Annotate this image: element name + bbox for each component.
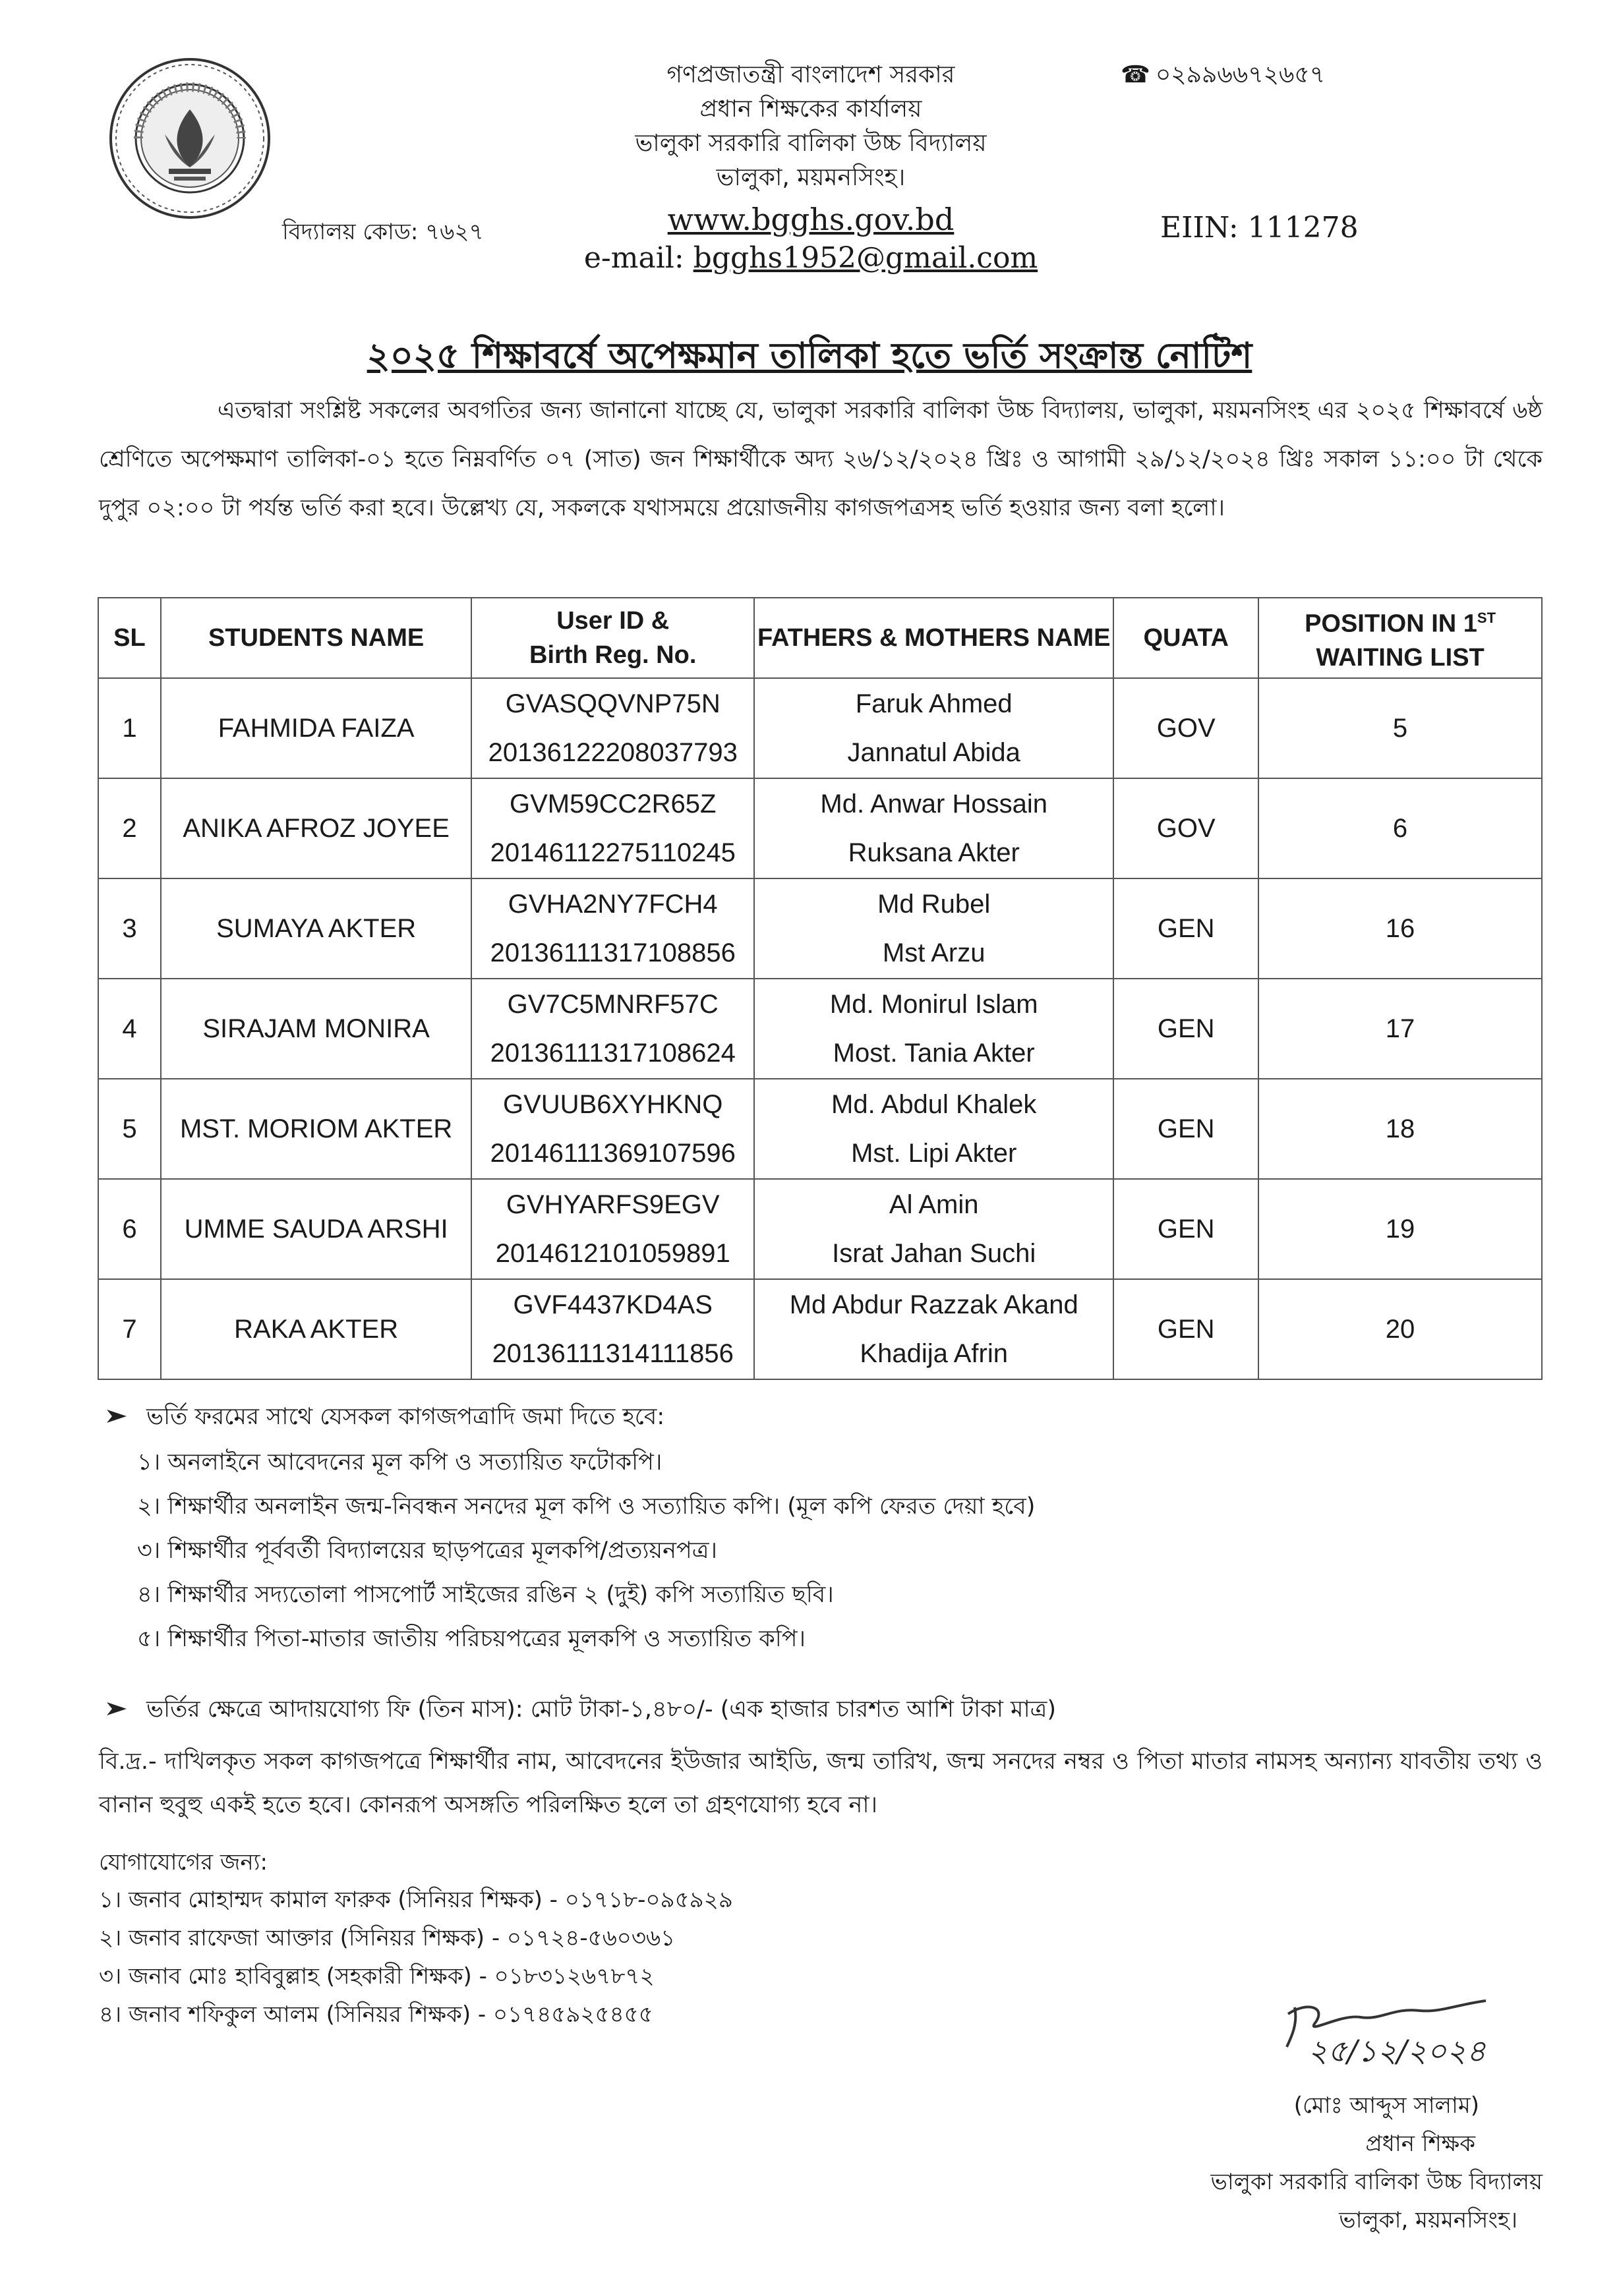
cell-parents-line2: Israt Jahan Suchi (832, 1239, 1036, 1268)
cell-parents-line2: Mst. Lipi Akter (851, 1139, 1017, 1168)
phone-number (1121, 58, 1325, 92)
table-row (98, 979, 1542, 1079)
phone-value: ০২৯৯৬৬৭২৬৫৭ (1155, 61, 1326, 88)
cell-user-id-line2: 20136122208037793 (488, 738, 738, 767)
header-user-id-line1: User ID & (556, 607, 670, 635)
cell-parents-line1: Md. Anwar Hossain (820, 789, 1047, 818)
cell-parents (754, 778, 1113, 878)
list-item: ৩। শিক্ষার্থীর পূর্ববর্তী বিদ্যালয়ের ছাড়পত্রের মূলকপি/প্রত্যয়নপত্র। (137, 1537, 717, 1564)
table-row (98, 678, 1542, 778)
cell-student-name: RAKA AKTER (161, 1279, 471, 1379)
cell-sl: 7 (98, 1279, 161, 1379)
special-note: বি.দ্র.- দাখিলকৃত সকল কাগজপত্রে শিক্ষার্থীর নাম, আবেদনের ইউজার আইডি, জন্ম তারিখ, জন্ম সনদের নম্বর ও পিতা মাতার নামসহ অন্যান্য যাবতীয় তথ্য ও বানান হুবুহু একই হতে হবে। কোনরূপ অসঙ্গতি পরিলক্ষিত হলে তা গ্রহণযোগ্য হবে না। (99, 1748, 1543, 1818)
cell-quata: GEN (1113, 1079, 1258, 1179)
arrow-bullet-icon (105, 1404, 132, 1430)
cell-parents-line1: Md Abdur Razzak Akand (789, 1290, 1078, 1319)
list-item: ৩। জনাব মোঃ হাবিবুল্লাহ (সহকারী শিক্ষক) - ০১৮৩১২৬৭৮৭২ (99, 1963, 655, 1990)
cell-student-name: MST. MORIOM AKTER (161, 1079, 471, 1179)
header-location: ভালুকা, ময়মনসিংহ। (716, 164, 906, 191)
cell-user-id (471, 778, 754, 878)
header-position-line1 (1260, 601, 1541, 641)
website-link[interactable]: www.bgghs.gov.bd (667, 202, 955, 237)
cell-user-id-line2: 20136111314111856 (492, 1339, 734, 1368)
email-label: e-mail: (583, 241, 693, 275)
header-sl: SL (98, 598, 161, 678)
cell-user-id-line2: 20146112275110245 (490, 838, 736, 867)
table-row (98, 778, 1542, 878)
cell-parents-line2: Khadija Afrin (860, 1339, 1008, 1368)
cell-user-id-line1: GVF4437KD4AS (513, 1290, 713, 1319)
cell-parents-line1: Md. Abdul Khalek (831, 1090, 1037, 1119)
cell-user-id-line2: 20146121010598​91 (495, 1239, 730, 1268)
documents-list (137, 1441, 1035, 1661)
cell-sl: 5 (98, 1079, 161, 1179)
cell-parents (754, 878, 1113, 979)
signature-date: ২৫/১২/২০২৪ (1308, 2033, 1487, 2069)
cell-parents (754, 1179, 1113, 1279)
cell-user-id-line2: 20136111317108856 (490, 938, 736, 967)
cell-sl: 2 (98, 778, 161, 878)
cell-user-id-line2: 20136111317108624 (490, 1039, 736, 1068)
email-line (461, 240, 1160, 277)
cell-user-id-line1: GVHA2NY7FCH4 (508, 890, 718, 919)
cell-user-id (471, 878, 754, 979)
header-position-text: POSITION IN 1 (1305, 610, 1477, 638)
cell-position: 16 (1258, 878, 1542, 979)
cell-user-id-line2: 20146111369107596 (490, 1139, 736, 1168)
cell-position: 19 (1258, 1179, 1542, 1279)
cell-parents-line2: Most. Tania Akter (833, 1039, 1035, 1068)
signatory-location: ভালুকা, ময়মনসিংহ। (1339, 2207, 1517, 2233)
documents-heading-text: ভর্তি ফরমের সাথে যেসকল কাগজপত্রাদি জমা দিতে হবে: (146, 1404, 665, 1430)
table-row (98, 878, 1542, 979)
cell-parents-line1: Al Amin (889, 1190, 979, 1219)
header-parents: FATHERS & MOTHERS NAME (754, 598, 1113, 678)
cell-user-id (471, 1279, 754, 1379)
school-seal-icon (108, 57, 272, 220)
signatory-name: (মোঃ আব্দুস সালাম) (1293, 2092, 1479, 2119)
header-position (1258, 598, 1542, 678)
cell-parents (754, 1279, 1113, 1379)
header-position-sup: ST (1477, 609, 1496, 626)
list-item: ৫। শিক্ষার্থীর পিতা-মাতার জাতীয় পরিচয়পত্রের মূলকপি ও সত্যায়িত কপি। (137, 1626, 806, 1652)
documents-heading (105, 1398, 664, 1437)
cell-position: 5 (1258, 678, 1542, 778)
cell-user-id (471, 678, 754, 778)
cell-user-id-line1: GVM59CC2R65Z (510, 789, 717, 818)
cell-student-name: UMME SAUDA ARSHI (161, 1179, 471, 1279)
table-row (98, 1079, 1542, 1179)
fee-line (105, 1691, 1056, 1730)
cell-quata: GEN (1113, 878, 1258, 979)
cell-parents-line1: Faruk Ahmed (855, 689, 1013, 718)
handwritten-signature (1268, 1988, 1506, 2073)
cell-student-name: FAHMIDA FAIZA (161, 678, 471, 778)
header-quata: QUATA (1113, 598, 1258, 678)
header-government: গণপ্রজাতন্ত্রী বাংলাদেশ সরকার (666, 61, 955, 88)
cell-student-name: ANIKA AFROZ JOYEE (161, 778, 471, 878)
cell-parents-line2: Jannatul Abida (847, 738, 1020, 767)
header-user-id-line2: Birth Reg. No. (529, 641, 697, 669)
list-item: ২। শিক্ষার্থীর অনলাইন জন্ম-নিবন্ধন সনদের মূল কপি ও সত্যায়িত কপি। (মূল কপি ফেরত দেয়া হবে) (137, 1493, 1036, 1520)
cell-user-id-line1: GV7C5MNRF57C (507, 990, 719, 1019)
cell-sl: 6 (98, 1179, 161, 1279)
cell-parents (754, 979, 1113, 1079)
cell-quata: GOV (1113, 778, 1258, 878)
table-row (98, 1179, 1542, 1279)
cell-sl: 1 (98, 678, 161, 778)
cell-user-id (471, 979, 754, 1079)
cell-quata: GOV (1113, 678, 1258, 778)
cell-quata: GEN (1113, 1179, 1258, 1279)
phone-icon: ☎ (1121, 61, 1150, 88)
cell-position: 6 (1258, 778, 1542, 878)
header-office: প্রধান শিক্ষকের কার্যালয় (699, 96, 922, 123)
signatory-designation: প্রধান শিক্ষক (1365, 2131, 1475, 2157)
arrow-bullet-icon (105, 1696, 132, 1723)
cell-sl: 4 (98, 979, 161, 1079)
contact-heading: যোগাযোগের জন্য: (99, 1849, 268, 1876)
list-item: ২। জনাব রাফেজা আক্তার (সিনিয়র শিক্ষক) - ০১৭২৪-৫৬০৩৬১ (99, 1925, 676, 1951)
list-item: ১। অনলাইনে আবেদনের মূল কপি ও সত্যায়িত ফটোকপি। (137, 1449, 662, 1476)
header-school: ভালুকা সরকারি বালিকা উচ্চ বিদ্যালয় (635, 130, 987, 157)
email-link[interactable]: bgghs1952@gmail.com (693, 241, 1038, 275)
signatory-block (1068, 2086, 1543, 2239)
header-user-id (471, 598, 754, 678)
cell-parents-line2: Mst Arzu (882, 938, 986, 967)
waiting-list-table (98, 597, 1543, 1380)
cell-parents (754, 678, 1113, 778)
list-item: ৪। জনাব শফিকুল আলম (সিনিয়র শিক্ষক) - ০১৭৪৫৯২৫৪৫৫ (99, 2001, 653, 2028)
cell-parents-line1: Md Rubel (877, 890, 991, 919)
signatory-school: ভালুকা সরকারি বালিকা উচ্চ বিদ্যালয় (1210, 2169, 1543, 2195)
cell-parents (754, 1079, 1113, 1179)
list-item: ৪। শিক্ষার্থীর সদ্যতোলা পাসপোর্ট সাইজের রঙিন ২ (দুই) কপি সত্যায়িত ছবি। (137, 1582, 834, 1608)
cell-position: 18 (1258, 1079, 1542, 1179)
cell-sl: 3 (98, 878, 161, 979)
cell-user-id-line1: GVASQQVNP75N (505, 689, 721, 718)
cell-user-id (471, 1179, 754, 1279)
cell-parents-line2: Ruksana Akter (848, 838, 1020, 867)
table-header-row (98, 598, 1542, 678)
cell-position: 17 (1258, 979, 1542, 1079)
cell-parents-line1: Md. Monirul Islam (829, 990, 1038, 1019)
office-header (461, 58, 1160, 277)
notice-title: ২০২৫ শিক্ষাবর্ষে অপেক্ষমান তালিকা হতে ভর্তি সংক্রান্ত নোটিশ (367, 335, 1252, 376)
cell-student-name: SUMAYA AKTER (161, 878, 471, 979)
fee-text: ভর্তির ক্ষেত্রে আদায়যোগ্য ফি (তিন মাস): মোট টাকা-১,৪৮০/- (এক হাজার চারশত আশি টাকা মাত্র) (146, 1696, 1056, 1723)
notice-intro: এতদ্বারা সংশ্লিষ্ট সকলের অবগতির জন্য জানানো যাচ্ছে যে, ভালুকা সরকারি বালিকা উচ্চ বিদ্যালয়, ভালুকা, ময়মনসিংহ এর ২০২৫ শিক্ষাবর্ষে ৬ষ্ঠ শ্রেণিতে অপেক্ষমাণ তালিকা-০১ হতে নিম্নবর্ণিত ০৭ (সাত) জন শিক্ষার্থীকে অদ্য ২৬/১২/২০২৪ খ্রিঃ ও আগামী ২৯/১২/২০২৪ খ্রিঃ সকাল ১১:০০ টা থেকে দুপুর ০২:০০ টা পর্যন্ত ভর্তি করা হবে। উল্লেখ্য যে, সকলকে যথাসময়ে প্রয়োজনীয় কাগজপত্রসহ ভর্তি হওয়ার জন্য বলা হলো। (99, 397, 1543, 521)
cell-quata: GEN (1113, 979, 1258, 1079)
table-row (98, 1279, 1542, 1379)
school-code: বিদ্যালয় কোড: ৭৬২৭ (282, 219, 484, 245)
header-student-name: STUDENTS NAME (161, 598, 471, 678)
contact-list (99, 1881, 733, 2034)
cell-student-name: SIRAJAM MONIRA (161, 979, 471, 1079)
list-item: ১। জনাব মোহাম্মদ কামাল ফারুক (সিনিয়র শিক্ষক) - ০১৭১৮-০৯৫৯২৯ (99, 1887, 733, 1913)
header-position-line2: WAITING LIST (1316, 644, 1485, 672)
cell-user-id (471, 1079, 754, 1179)
cell-quata: GEN (1113, 1279, 1258, 1379)
cell-user-id-line1: GVUUB6XYHKNQ (503, 1090, 723, 1119)
eiin-number: EIIN: 111278 (1160, 211, 1359, 244)
cell-user-id-line1: GVHYARFS9EGV (506, 1190, 720, 1219)
cell-position: 20 (1258, 1279, 1542, 1379)
